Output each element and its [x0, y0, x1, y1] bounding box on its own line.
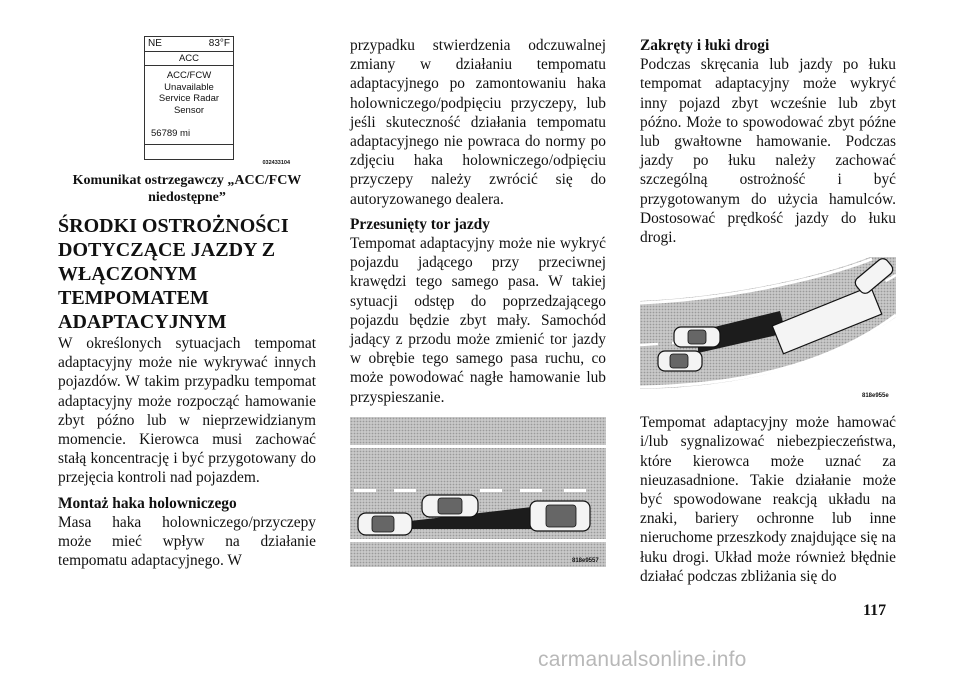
curve-illustration [640, 257, 896, 401]
lead-vehicle-icon [530, 501, 590, 531]
section-title-line: ŚRODKI OSTROŻNOŚCI [58, 215, 289, 237]
figure-code: 818e9557 [572, 557, 599, 564]
cluster-topbar [145, 37, 233, 52]
paragraph: Masa haka holowniczego/przyczepy może mieć wpływ na działanie tempomatu adaptacyjnego. W [58, 513, 316, 570]
odometer: 56789 mi [151, 128, 191, 139]
section-title [58, 214, 316, 334]
paragraph: Tempomat adaptacyjny może hamować i/lub sygnalizować niebezpieczeństwa, które kierowca może uznać za nieuzasadnione. Takie działanie może być spowodowane reakcją układu na znaki, bariery ochronne lub inne nieruchome przeszkody znajdujące się na łuku drogi. Układ może również błędnie działać podczas zbliżania się do [640, 414, 896, 585]
watermark-text: carmanualsonline.info [538, 648, 747, 671]
caption-line: Komunikat ostrzegawczy „ACC/FCW [72, 173, 302, 188]
section-title-line: TEMPOMATEM [58, 287, 209, 309]
column-left [58, 36, 316, 570]
lane-line [350, 539, 606, 542]
own-car-icon [658, 351, 702, 371]
paragraph: W określonych sytuacjach tempomat adaptacyjny może nie wykrywać innych pojazdów. W takim przypadku tempomat adaptacyjny może rozpocząć hamowanie zbyt późno lub w nieprzewidzianym momencie. Kierowca musi zachować stałą koncentrację i być przygotowany do przejęcia kontroli nad pojazdem. [58, 335, 316, 487]
curve-figure [640, 257, 896, 401]
other-car-icon [422, 495, 478, 517]
divider [145, 144, 233, 145]
column-right [640, 36, 896, 586]
section-title-line: DOTYCZĄCE JAZDY Z [58, 239, 276, 261]
figure-caption [58, 172, 316, 206]
page-number: 117 [863, 602, 887, 619]
warning-line: Unavailable [164, 81, 214, 93]
subheading: Przesunięty tor jazdy [350, 215, 490, 233]
paragraph: Tempomat adaptacyjny może nie wykryć pojazdu jadącego przy przeciwnej krawędzi tego samego pasa. W takiej sytuacji odstęp do poprzedzającego pojazdu będzie zbyt mały. Samochód jadący z przodu może zmienić tor jazdy w obrębie tego samego pasa ruchu, co może powodować nagłe hamowanie lub przyspieszanie. [350, 235, 606, 406]
compass-heading: NE [148, 38, 162, 49]
paragraph: przypadku stwierdzenia odczuwalnej zmiany w działaniu tempomatu adaptacyjnego po zamontowaniu haka holowniczego/podpięciu przyczepy, lub jeśli skuteczność działania tempomatu adaptacyjnego nie powraca do normy po zdjęciu haka holowniczego/odpięciu przyczepy należy zwrócić się do autoryzowanego dealera. [350, 37, 606, 208]
offset-lane-figure [350, 417, 606, 567]
figure-code: 032433104 [262, 160, 290, 166]
outside-temperature: 83°F [208, 38, 230, 49]
figure-code: 818e955e [862, 393, 889, 400]
lane-line [350, 445, 606, 448]
own-car-icon [358, 513, 412, 535]
offset-lane-illustration [350, 417, 606, 567]
paragraph: Podczas skręcania lub jazdy po łuku tempomat adaptacyjny może wykryć inny pojazd zbyt wcześnie lub zbyt późno. Może to spowodować zbyt późne lub gwałtowne hamowanie. Podczas jazdy po łuku należy zachować szczególną ostrożność i być przygotowanym do użycia hamulców. Dostosować prędkość jazdy do łuku drogi. [640, 56, 896, 247]
warning-message [145, 70, 233, 116]
warning-line: Sensor [173, 104, 205, 116]
warning-line: ACC/FCW [166, 70, 212, 81]
cluster-display-figure [144, 36, 294, 166]
subheading: Montaż haka holowniczego [58, 494, 237, 512]
section-title-line: WŁĄCZONYM [58, 263, 197, 285]
acc-mode-label: ACC [145, 52, 233, 66]
caption-line: niedostępne” [148, 190, 226, 205]
column-middle [350, 36, 606, 567]
subheading: Zakręty i łuki drogi [640, 37, 770, 54]
section-title-line: ADAPTACYJNYM [58, 311, 227, 333]
other-car-icon [674, 327, 720, 347]
cluster-screen [144, 36, 234, 160]
warning-line: Service Radar [158, 93, 220, 104]
